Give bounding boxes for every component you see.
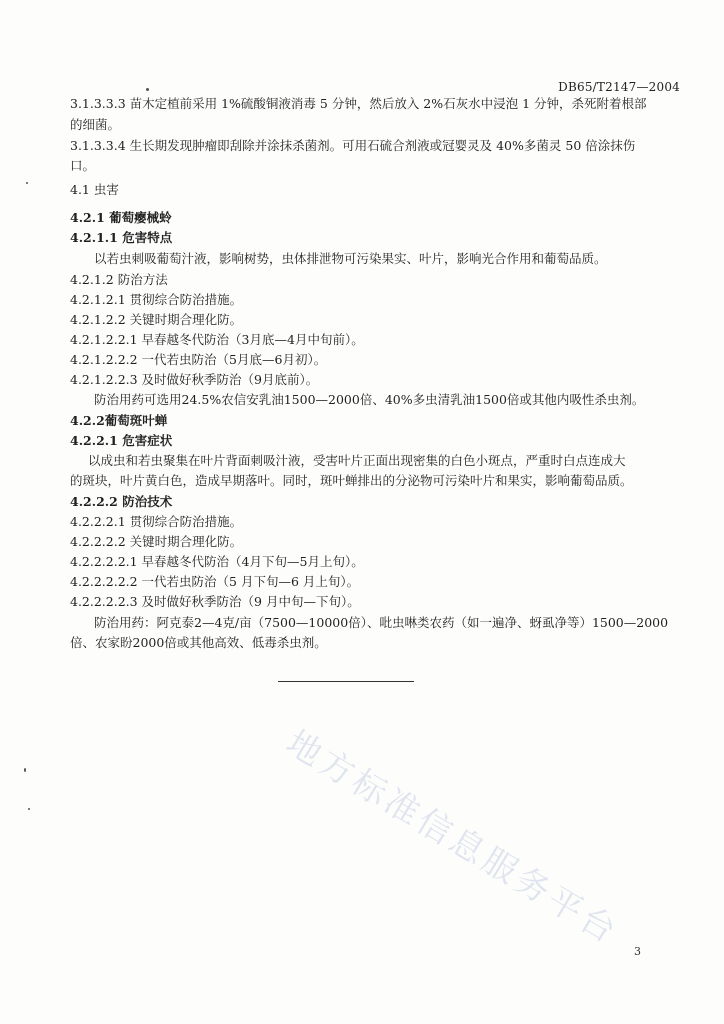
clause-4-2-2-2-1: 4.2.2.2.1 贯彻综合防治措施。 [70,514,243,529]
scan-speck [24,768,26,772]
document-code: DB65/T2147—2004 [558,80,680,94]
section-4-2-2-2-heading: 4.2.2.2 防治技术 [70,494,173,509]
clause-3-1-3-3-4: 3.1.3.3.4 生长期发现肿瘤即刮除并涂抹杀菌剂。可用石硫合剂液或冠婴灵及 40%多菌灵 50 倍涂抹伤 [70,138,636,153]
paragraph-harm-symptoms-cont: 的斑块，叶片黄白色，造成早期落叶。同时，斑叶蝉排出的分泌物可污染叶片和果实，影响葡萄品质。 [70,473,633,488]
paragraph-harm-characteristics: 以若虫刺吸葡萄汁液，影响树势，虫体排泄物可污染果实、叶片，影响光合作用和葡萄品质。 [94,251,607,266]
section-4-2-1-2-heading: 4.2.1.2 防治方法 [70,272,168,287]
watermark: 地方标准信息服务平台 [279,722,626,953]
clause-4-2-1-2-2-1: 4.2.1.2.2.1 早春越冬代防治（3月底—4月中旬前）。 [70,332,364,347]
clause-4-2-1-2-2-3: 4.2.1.2.2.3 及时做好秋季防治（9月底前）。 [70,372,319,387]
clause-3-1-3-3-3: 3.1.3.3.3 苗木定植前采用 1%硫酸铜液消毒 5 分钟，然后放入 2%石灰水中浸泡 1 分钟，杀死附着根部 [70,96,647,111]
section-4-2-1-1-heading: 4.2.1.1 危害特点 [70,230,173,245]
clause-4-2-1-2-2-2: 4.2.1.2.2.2 一代若虫防治（5月底—6月初）。 [70,352,327,367]
section-4-1-heading: 4.1 虫害 [70,182,119,197]
clause-4-2-2-2-2-1: 4.2.2.2.2.1 早春越冬代防治（4月下旬—5月上旬）。 [70,554,364,569]
clause-4-2-2-2-2: 4.2.2.2.2 关键时期合理化防。 [70,534,243,549]
section-4-2-1-heading: 4.2.1 葡萄瘿械蛉 [70,210,172,225]
clause-4-2-1-2-1: 4.2.1.2.1 贯彻综合防治措施。 [70,292,243,307]
page-number: 3 [634,945,641,958]
paragraph-harm-symptoms: 以成虫和若虫聚集在叶片背面刺吸汁液，受害叶片正面出现密集的白色小斑点，严重时白点连成大 [88,453,626,468]
end-divider [278,681,414,682]
section-4-2-2-heading: 4.2.2葡萄斑叶蝉 [70,413,168,428]
scan-speck [26,182,28,184]
scan-speck [28,808,30,810]
clause-3-1-3-3-3-cont: 的细菌。 [70,117,121,132]
clause-3-1-3-3-4-cont: 口。 [70,158,96,173]
clause-4-2-2-2-2-3: 4.2.2.2.2.3 及时做好秋季防治（9 月中旬—下旬）。 [70,594,360,609]
section-4-2-2-1-heading: 4.2.2.1 危害症状 [70,433,173,448]
clause-4-2-1-2-2: 4.2.1.2.2 关键时期合理化防。 [70,312,243,327]
scan-speck [146,88,149,91]
paragraph-pesticides-2-cont: 倍、农家盼2000倍或其他高效、低毒杀虫剂。 [70,635,327,650]
paragraph-pesticides-2: 防治用药：阿克泰2—4克/亩（7500—10000倍）、吡虫啉类农药（如一遍净、蚜虱净等）1500—2000 [94,615,669,630]
paragraph-pesticides-1: 防治用药可选用24.5%农信安乳油1500—2000倍、40%多虫清乳油1500倍或其他内吸性杀虫剂。 [94,392,645,407]
clause-4-2-2-2-2-2: 4.2.2.2.2.2 一代若虫防治（5 月下旬—6 月上旬）。 [70,574,360,589]
